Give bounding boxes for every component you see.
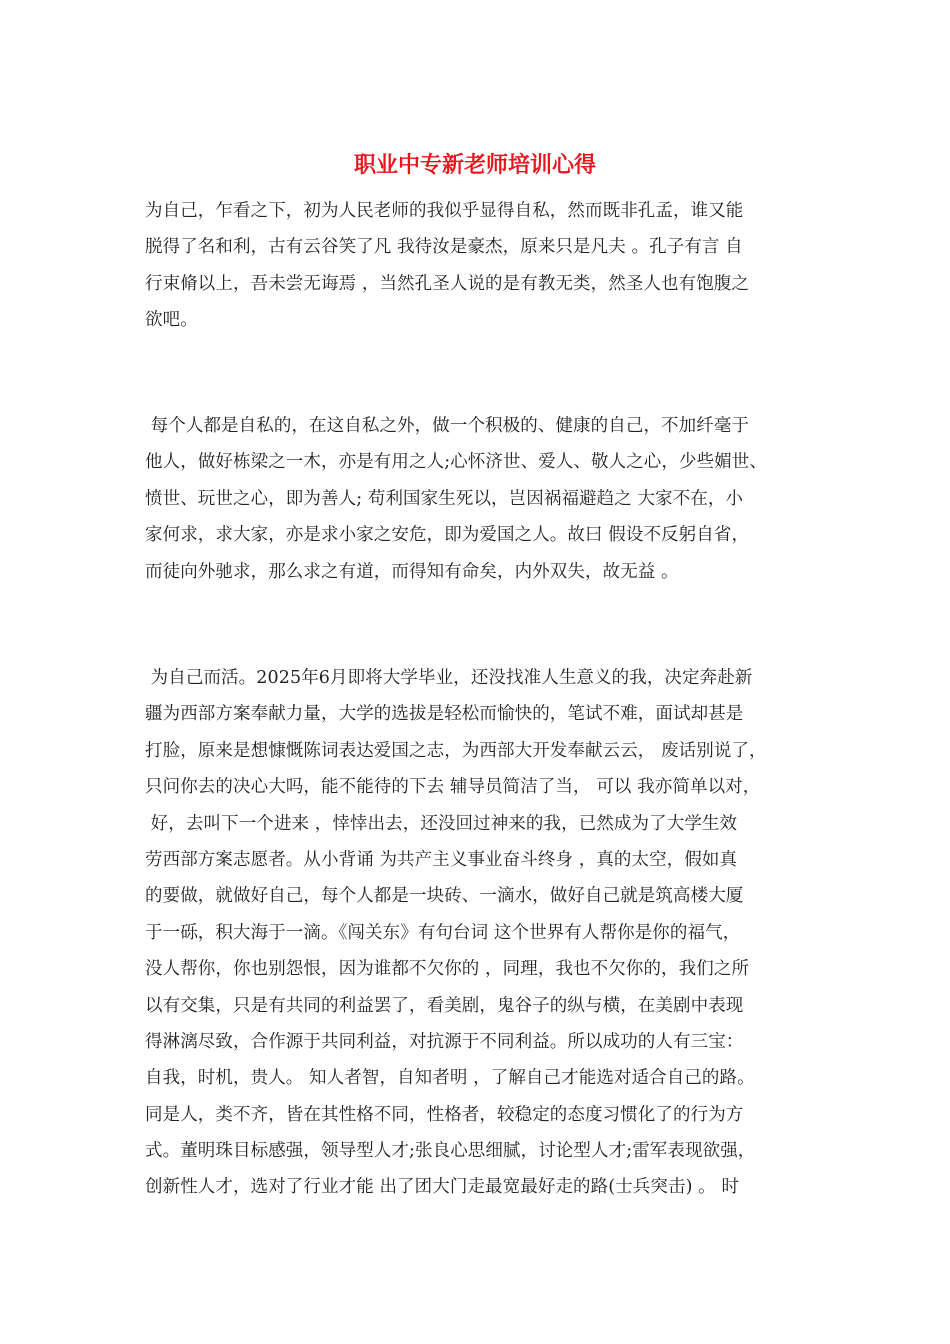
text-line: 行束脩以上，吾未尝无诲焉 ，当然孔圣人说的是有教无类，然圣人也有饱腹之 xyxy=(145,273,750,294)
text-line: 他人，做好栋梁之一木，亦是有用之人;心怀济世、爱人、敬人之心，少些媚世、 xyxy=(145,452,767,473)
text-line: 愤世、玩世之心，即为善人; 苟利国家生死以，岂因祸福避趋之 大家不在，小 xyxy=(145,488,744,509)
text-line: 没人帮你，你也别怨恨，因为谁都不欠你的 ，同理，我也不欠你的，我们之所 xyxy=(145,959,750,980)
text-line: 得淋漓尽致，合作源于共同利益，对抗源于不同利益。所以成功的人有三宝： xyxy=(145,1031,744,1052)
paragraph-1 xyxy=(145,193,825,339)
text-line: 于一砾，积大海于一滴。《闯关东》有句台词 这个世界有人帮你是你的福气， xyxy=(145,922,741,943)
text-line: 脱得了名和利，古有云谷笑了凡 我待汝是豪杰，原来只是凡夫 。孔子有言 自 xyxy=(145,237,743,258)
text-line: 打脸，原来是想慷慨陈词表达爱国之志，为西部大开发奉献云云， 废话别说了， xyxy=(145,740,767,761)
text-line: 同是人，类不齐，皆在其性格不同，性格者，较稳定的态度习惯化了的行为方 xyxy=(145,1104,744,1125)
text-line: 疆为西部方案奉献力量，大学的选拔是轻松而愉快的，笔试不难，面试却甚是 xyxy=(145,704,744,725)
text-line: 式。董明珠目标感强，领导型人才;张良心思细腻，讨论型人才;雷军表现欲强， xyxy=(145,1141,756,1162)
document-title: 职业中专新老师培训心得 xyxy=(353,153,596,178)
text-line: 只问你去的决心大吗，能不能待的下去 辅导员简洁了当， 可以 我亦简单以对， xyxy=(145,777,761,798)
text-line: 劳西部方案志愿者。从小背诵 为共产主义事业奋斗终身 ，真的太空，假如真 xyxy=(145,849,738,870)
text-line: 为自己而活。2025年6月即将大学毕业，还没找准人生意义的我，决定奔赴新 xyxy=(145,668,753,688)
text-line: 自我，时机，贵人。 知人者智，自知者明 ，了解自己才能选对适合自己的路。 xyxy=(145,1068,755,1089)
paragraph-3 xyxy=(145,660,825,1206)
text-line: 为自己，乍看之下，初为人民老师的我似乎显得自私，然而既非孔孟，谁又能 xyxy=(145,201,744,221)
paragraph-2 xyxy=(145,408,825,590)
text-line: 而徒向外驰求，那么求之有道，而得知有命矣，内外双失，故无益 。 xyxy=(145,561,679,582)
text-line: 家何求，求大家，亦是求小家之安危，即为爱国之人。故曰 假设不反躬自省， xyxy=(145,525,750,546)
text-line: 的要做，就做好自己，每个人都是一块砖、一滴水，做好自己就是筑高楼大厦 xyxy=(145,886,744,907)
text-line: 以有交集，只是有共同的利益罢了，看美剧，鬼谷子的纵与横，在美剧中表现 xyxy=(145,995,744,1016)
text-line: 好，去叫下一个进来 ，悻悻出去，还没回过神来的我，已然成为了大学生效 xyxy=(145,813,738,834)
text-line: 创新性人才，选对了行业才能 出了团大门走最宽最好走的路(士兵突击) 。 时 xyxy=(145,1177,740,1198)
text-line: 欲吧。 xyxy=(145,310,198,331)
text-line: 每个人都是自私的，在这自私之外，做一个积极的、健康的自己，不加纤毫于 xyxy=(145,416,750,436)
